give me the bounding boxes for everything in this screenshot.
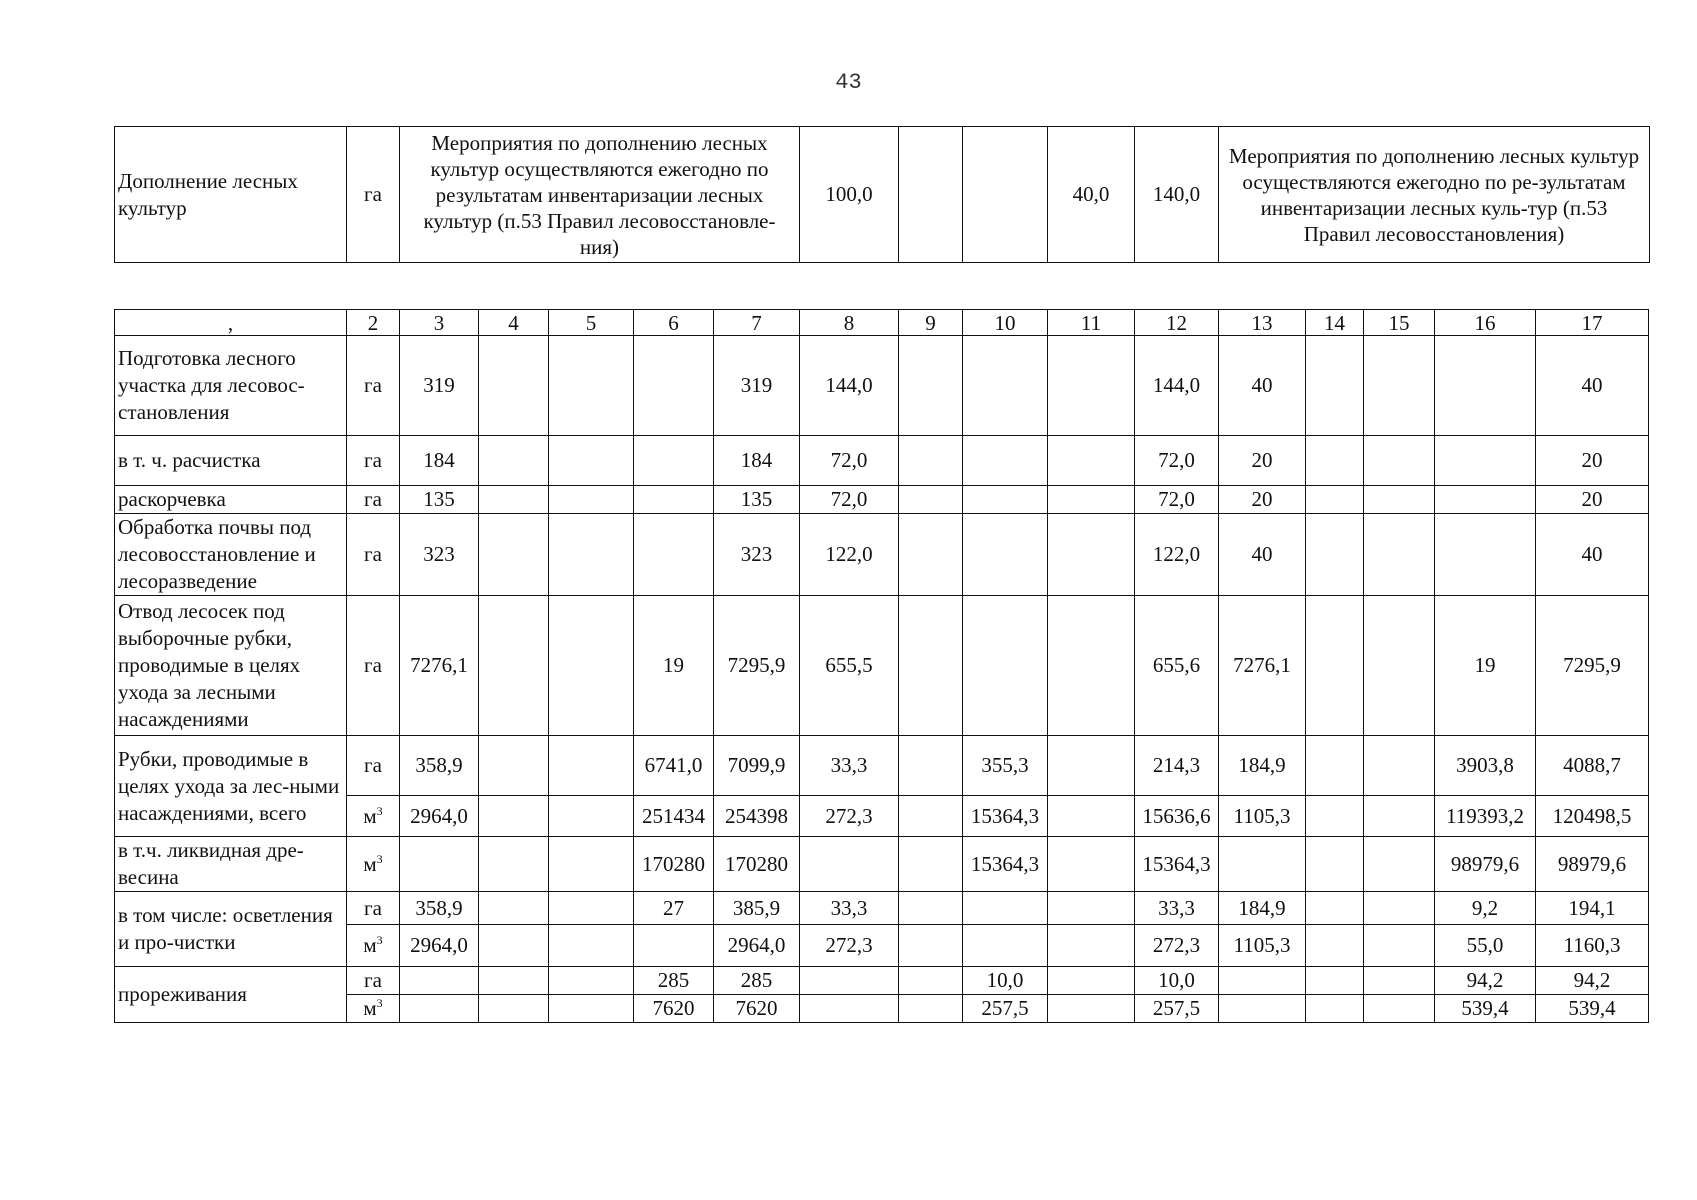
empty-cell xyxy=(1048,336,1135,436)
empty-cell xyxy=(1048,736,1135,796)
empty-cell xyxy=(549,336,634,436)
value-cell: 4088,7 xyxy=(1536,736,1649,796)
value-cell: 20 xyxy=(1536,486,1649,514)
empty-cell xyxy=(899,336,963,436)
value-cell: 184,9 xyxy=(1219,892,1306,925)
row-name: раскорчевка xyxy=(115,486,347,514)
value-cell: 655,5 xyxy=(800,596,899,736)
value-cell: 27 xyxy=(634,892,714,925)
unit-cell: га xyxy=(347,336,400,436)
unit-exponent: 3 xyxy=(376,996,383,1010)
row-name: прореживания xyxy=(115,967,347,1023)
empty-cell xyxy=(479,925,549,967)
unit-cell: га xyxy=(347,736,400,796)
empty-cell xyxy=(899,967,963,995)
unit-cell: га xyxy=(347,127,400,263)
empty-cell xyxy=(1306,837,1364,892)
unit-cell: га xyxy=(347,514,400,596)
value-cell: 15364,3 xyxy=(963,837,1048,892)
value-cell: 20 xyxy=(1219,436,1306,486)
empty-cell xyxy=(479,514,549,596)
value-cell: 285 xyxy=(714,967,800,995)
empty-cell xyxy=(899,925,963,967)
value-cell: 272,3 xyxy=(1135,925,1219,967)
value-cell: 2964,0 xyxy=(714,925,800,967)
empty-cell xyxy=(963,127,1048,263)
unit-label: м xyxy=(363,803,377,828)
empty-cell xyxy=(479,796,549,837)
value-cell: 358,9 xyxy=(400,892,479,925)
value-cell: 251434 xyxy=(634,796,714,837)
value-cell: 144,0 xyxy=(1135,336,1219,436)
value-cell: 120498,5 xyxy=(1536,796,1649,837)
value-cell: 285 xyxy=(634,967,714,995)
empty-cell xyxy=(963,514,1048,596)
value-cell: 40 xyxy=(1219,336,1306,436)
empty-cell xyxy=(1364,596,1435,736)
note-cell: Мероприятия по дополнению лесных культур осуществляются ежегодно по результатам инвентаризации лесных культур (п.53 Правил лесовосстановле-ния) xyxy=(400,127,800,263)
empty-cell xyxy=(479,596,549,736)
empty-cell xyxy=(1048,514,1135,596)
value-cell: 3903,8 xyxy=(1435,736,1536,796)
value-cell: 122,0 xyxy=(1135,514,1219,596)
empty-cell xyxy=(634,436,714,486)
value-cell: 72,0 xyxy=(1135,486,1219,514)
value-cell: 323 xyxy=(400,514,479,596)
value-cell: 170280 xyxy=(634,837,714,892)
value-cell: 15364,3 xyxy=(1135,837,1219,892)
value-cell: 7276,1 xyxy=(400,596,479,736)
column-header: , xyxy=(115,310,347,336)
empty-cell xyxy=(549,486,634,514)
column-header: 8 xyxy=(800,310,899,336)
column-header: 7 xyxy=(714,310,800,336)
row-name: Отвод лесосек под выборочные рубки, проводимые в целях ухода за лесными насаждениями xyxy=(115,596,347,736)
empty-cell xyxy=(1435,336,1536,436)
value-cell: 20 xyxy=(1219,486,1306,514)
table-row xyxy=(115,967,1649,995)
value-cell: 7295,9 xyxy=(1536,596,1649,736)
empty-cell xyxy=(549,596,634,736)
empty-cell xyxy=(1364,967,1435,995)
value-cell: 119393,2 xyxy=(1435,796,1536,837)
value-cell: 144,0 xyxy=(800,336,899,436)
unit-cell xyxy=(347,995,400,1023)
empty-cell xyxy=(634,336,714,436)
empty-cell xyxy=(899,514,963,596)
unit-label: м xyxy=(363,933,377,957)
empty-cell xyxy=(549,967,634,995)
empty-cell xyxy=(963,596,1048,736)
empty-cell xyxy=(479,967,549,995)
empty-cell xyxy=(1306,967,1364,995)
value-cell: 7620 xyxy=(714,995,800,1023)
value-cell: 72,0 xyxy=(800,486,899,514)
empty-cell xyxy=(479,736,549,796)
empty-cell xyxy=(634,925,714,967)
empty-cell xyxy=(800,995,899,1023)
value-cell: 7295,9 xyxy=(714,596,800,736)
value-cell: 10,0 xyxy=(1135,967,1219,995)
value-cell: 194,1 xyxy=(1536,892,1649,925)
value-cell: 15364,3 xyxy=(963,796,1048,837)
empty-cell xyxy=(1306,486,1364,514)
value-cell: 358,9 xyxy=(400,736,479,796)
value-cell: 539,4 xyxy=(1435,995,1536,1023)
row-name: Подготовка лесного участка для лесовос-становления xyxy=(115,336,347,436)
empty-cell xyxy=(1364,837,1435,892)
column-header: 14 xyxy=(1306,310,1364,336)
empty-cell xyxy=(899,436,963,486)
value-cell: 19 xyxy=(634,596,714,736)
value-cell: 94,2 xyxy=(1536,967,1649,995)
empty-cell xyxy=(400,967,479,995)
value-cell: 10,0 xyxy=(963,967,1048,995)
empty-cell xyxy=(1048,892,1135,925)
top-table xyxy=(114,126,1650,263)
row-name: Рубки, проводимые в целях ухода за лес-ными насаждениями, всего xyxy=(115,736,347,837)
unit-cell: га xyxy=(347,486,400,514)
column-header: 11 xyxy=(1048,310,1135,336)
value-cell: 1160,3 xyxy=(1536,925,1649,967)
value-cell: 40 xyxy=(1219,514,1306,596)
main-table xyxy=(114,309,1649,1023)
empty-cell xyxy=(963,336,1048,436)
row-name: в т.ч. ликвидная дре-весина xyxy=(115,837,347,892)
unit-exponent: 3 xyxy=(376,851,383,866)
value-cell: 98979,6 xyxy=(1435,837,1536,892)
note-cell: Мероприятия по дополнению лесных культур осуществляются ежегодно по ре-зультатам инвентаризации лесных куль-тур (п.53 Правил лесовосстановления) xyxy=(1219,127,1650,263)
column-header: 3 xyxy=(400,310,479,336)
empty-cell xyxy=(1306,892,1364,925)
table-row xyxy=(115,514,1649,596)
value-cell: 272,3 xyxy=(800,925,899,967)
column-header: 12 xyxy=(1135,310,1219,336)
column-header: 5 xyxy=(549,310,634,336)
value-cell: 33,3 xyxy=(800,736,899,796)
unit-cell: га xyxy=(347,596,400,736)
value-cell: 6741,0 xyxy=(634,736,714,796)
value-cell: 323 xyxy=(714,514,800,596)
value-cell: 1105,3 xyxy=(1219,925,1306,967)
empty-cell xyxy=(549,892,634,925)
value-cell: 539,4 xyxy=(1536,995,1649,1023)
empty-cell xyxy=(549,995,634,1023)
unit-label: м xyxy=(363,851,377,876)
header-row xyxy=(115,310,1649,336)
row-name: в т. ч. расчистка xyxy=(115,436,347,486)
empty-cell xyxy=(1364,995,1435,1023)
empty-cell xyxy=(479,336,549,436)
value-cell: 319 xyxy=(714,336,800,436)
empty-cell xyxy=(549,925,634,967)
value-cell: 272,3 xyxy=(800,796,899,837)
value-cell: 385,9 xyxy=(714,892,800,925)
empty-cell xyxy=(899,892,963,925)
value-cell: 2964,0 xyxy=(400,796,479,837)
empty-cell xyxy=(1048,436,1135,486)
empty-cell xyxy=(1306,514,1364,596)
value-cell: 140,0 xyxy=(1135,127,1219,263)
empty-cell xyxy=(1364,486,1435,514)
value-cell: 94,2 xyxy=(1435,967,1536,995)
empty-cell xyxy=(634,486,714,514)
empty-cell xyxy=(1306,436,1364,486)
empty-cell xyxy=(1219,967,1306,995)
value-cell: 184 xyxy=(400,436,479,486)
empty-cell xyxy=(963,486,1048,514)
empty-cell xyxy=(1048,967,1135,995)
column-header: 6 xyxy=(634,310,714,336)
empty-cell xyxy=(1219,837,1306,892)
empty-cell xyxy=(1219,995,1306,1023)
table-row xyxy=(115,736,1649,796)
value-cell: 122,0 xyxy=(800,514,899,596)
empty-cell xyxy=(1435,514,1536,596)
value-cell: 7099,9 xyxy=(714,736,800,796)
empty-cell xyxy=(899,127,963,263)
empty-cell xyxy=(899,796,963,837)
unit-label: м xyxy=(363,996,377,1020)
value-cell: 254398 xyxy=(714,796,800,837)
value-cell: 170280 xyxy=(714,837,800,892)
empty-cell xyxy=(634,514,714,596)
empty-cell xyxy=(1048,486,1135,514)
value-cell: 135 xyxy=(400,486,479,514)
value-cell: 257,5 xyxy=(1135,995,1219,1023)
table-row xyxy=(115,892,1649,925)
value-cell: 9,2 xyxy=(1435,892,1536,925)
empty-cell xyxy=(1306,995,1364,1023)
empty-cell xyxy=(1364,925,1435,967)
empty-cell xyxy=(963,436,1048,486)
column-header: 4 xyxy=(479,310,549,336)
table-row xyxy=(115,596,1649,736)
empty-cell xyxy=(1364,736,1435,796)
table-row xyxy=(115,837,1649,892)
empty-cell xyxy=(1364,514,1435,596)
empty-cell xyxy=(899,736,963,796)
column-header: 15 xyxy=(1364,310,1435,336)
empty-cell xyxy=(400,837,479,892)
empty-cell xyxy=(899,837,963,892)
row-name: Дополнение лесных культур xyxy=(115,127,347,263)
column-header: 13 xyxy=(1219,310,1306,336)
empty-cell xyxy=(899,596,963,736)
value-cell: 7276,1 xyxy=(1219,596,1306,736)
empty-cell xyxy=(549,796,634,837)
row-name: Обработка почвы под лесовосстановление и лесоразведение xyxy=(115,514,347,596)
empty-cell xyxy=(1306,925,1364,967)
value-cell: 33,3 xyxy=(1135,892,1219,925)
empty-cell xyxy=(1306,596,1364,736)
unit-exponent: 3 xyxy=(376,933,383,947)
unit-cell: га xyxy=(347,892,400,925)
empty-cell xyxy=(479,995,549,1023)
empty-cell xyxy=(899,486,963,514)
unit-cell xyxy=(347,796,400,837)
empty-cell xyxy=(479,837,549,892)
empty-cell xyxy=(1306,336,1364,436)
empty-cell xyxy=(549,436,634,486)
value-cell: 55,0 xyxy=(1435,925,1536,967)
empty-cell xyxy=(549,837,634,892)
empty-cell xyxy=(1435,486,1536,514)
empty-cell xyxy=(479,486,549,514)
empty-cell xyxy=(1364,796,1435,837)
empty-cell xyxy=(1048,596,1135,736)
empty-cell xyxy=(800,837,899,892)
value-cell: 319 xyxy=(400,336,479,436)
value-cell: 355,3 xyxy=(963,736,1048,796)
empty-cell xyxy=(1306,736,1364,796)
empty-cell xyxy=(1364,436,1435,486)
empty-cell xyxy=(1364,336,1435,436)
unit-cell xyxy=(347,925,400,967)
value-cell: 40 xyxy=(1536,336,1649,436)
value-cell: 40,0 xyxy=(1048,127,1135,263)
value-cell: 72,0 xyxy=(800,436,899,486)
value-cell: 655,6 xyxy=(1135,596,1219,736)
value-cell: 98979,6 xyxy=(1536,837,1649,892)
empty-cell xyxy=(1306,796,1364,837)
unit-cell: га xyxy=(347,436,400,486)
page-number: 43 xyxy=(835,70,862,95)
empty-cell xyxy=(400,995,479,1023)
empty-cell xyxy=(1364,892,1435,925)
empty-cell xyxy=(479,892,549,925)
value-cell: 100,0 xyxy=(800,127,899,263)
value-cell: 33,3 xyxy=(800,892,899,925)
empty-cell xyxy=(479,436,549,486)
unit-exponent: 3 xyxy=(376,803,383,818)
empty-cell xyxy=(549,514,634,596)
value-cell: 257,5 xyxy=(963,995,1048,1023)
column-header: 2 xyxy=(347,310,400,336)
column-header: 9 xyxy=(899,310,963,336)
value-cell: 19 xyxy=(1435,596,1536,736)
empty-cell xyxy=(1435,436,1536,486)
value-cell: 1105,3 xyxy=(1219,796,1306,837)
value-cell: 135 xyxy=(714,486,800,514)
table-row xyxy=(115,127,1650,263)
value-cell: 184,9 xyxy=(1219,736,1306,796)
unit-cell: га xyxy=(347,967,400,995)
empty-cell xyxy=(1048,796,1135,837)
value-cell: 2964,0 xyxy=(400,925,479,967)
column-header: 17 xyxy=(1536,310,1649,336)
empty-cell xyxy=(1048,837,1135,892)
value-cell: 7620 xyxy=(634,995,714,1023)
value-cell: 15636,6 xyxy=(1135,796,1219,837)
empty-cell xyxy=(899,995,963,1023)
empty-cell xyxy=(963,925,1048,967)
unit-cell xyxy=(347,837,400,892)
empty-cell xyxy=(1048,995,1135,1023)
value-cell: 184 xyxy=(714,436,800,486)
empty-cell xyxy=(1048,925,1135,967)
table-row xyxy=(115,486,1649,514)
table-row xyxy=(115,436,1649,486)
value-cell: 20 xyxy=(1536,436,1649,486)
empty-cell xyxy=(800,967,899,995)
empty-cell xyxy=(549,736,634,796)
table-row xyxy=(115,336,1649,436)
column-header: 16 xyxy=(1435,310,1536,336)
row-name: в том числе: осветления и про-чистки xyxy=(115,892,347,967)
empty-cell xyxy=(963,892,1048,925)
value-cell: 40 xyxy=(1536,514,1649,596)
column-header: 10 xyxy=(963,310,1048,336)
value-cell: 72,0 xyxy=(1135,436,1219,486)
value-cell: 214,3 xyxy=(1135,736,1219,796)
